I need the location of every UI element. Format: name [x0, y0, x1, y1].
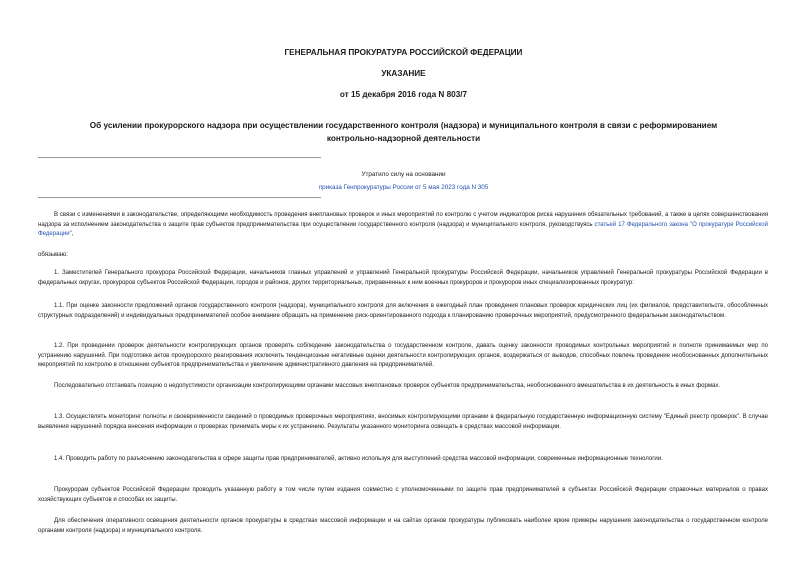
document-title	[60, 119, 747, 145]
paragraph-prosecutors: Прокурорам субъектов Российской Федерации проводить указанную работу в том числе путем издания совместно с уполномоченными по защите прав предпринимателей в субъектах Российской Федерации справочных материалов о правах хозяйствующих субъектов и способах их защиты.	[38, 487, 768, 503]
intro-paragraph	[38, 211, 768, 240]
paragraph-defend-position: Последовательно отстаивать позицию о недопустимости организации контролирующими органами массовых внеплановых проверок субъектов предпринимательства, необоснованного вмешательства в их деятельность в иных формах.	[54, 383, 721, 389]
status-note-text: Утратило силу на основании	[361, 171, 446, 178]
intro-text: В связи с изменениями в законодательстве, определяющими необходимость проведения внеплановых проверок и иных мероприятий по контролю с учетом индикаторов риска нарушения обязательных требований, а также в целях совершенствования надзора за исполнением законодательства о защите прав субъектов предпринимательства при осуществлении государственного контроля (надзора) и муниципального контроля, руководствуясь	[38, 212, 768, 228]
obligate-paragraph: обязываю:	[38, 252, 68, 258]
paragraph-media-coverage: Для обеспечения оперативного освещения деятельности органов прокуратуры в средствах массовой информации и на сайтах органов прокуратуры публиковать наиболее яркие примеры нарушения законодательства о государственном контроле органами контроля (надзора) и муниципального контроля.	[38, 518, 768, 534]
paragraph-1-1: 1.1. При оценке законности предложений органов государственного контроля (надзора), муниципального контроля для включения в ежегодный план проведения плановых проверок юридических лиц (их филиалов, представительств, обособленных структурных подразделений) и индивидуальных предпринимателей особое внимание обращать на применение риск-ориентированного подхода к планированию проверочных мероприятий, предусмотренного федеральным законодательством.	[38, 303, 768, 319]
repeal-order-link[interactable]: приказа Генпрокуратуры России от 5 мая 2023 года N 305	[318, 184, 489, 191]
divider-bottom	[38, 197, 321, 198]
paragraph-1-3: 1.3. Осуществлять мониторинг полноты и своевременности сведений о проводимых проверочных мероприятиях, вносимых контролирующими органами в федеральную государственную информационную систему "Единый реестр проверок". В случае выявления нарушений порядка внесения информации о проверках принимать меры к их устранению. Результаты указанного мониторинга освещать в средствах массовой информации.	[38, 414, 768, 430]
intro-end: ,	[71, 231, 74, 238]
paragraph-1-2: 1.2. При проведении проверок деятельности контролирующих органов проверять соблюдение законодательства о государственном контроле, давать оценку законности проводимых контрольных мероприятий и полноте принимаемых мер по устранению нарушений. При подготовке актов прокурорского реагирования исключить тенденциозные негативные оценки деятельности контролирующих органов, воздержаться от выводов, способных повлечь проведение необоснованных дополнительных мероприятий по контролю в отношении субъектов предпринимательства и увеличение административного давления на предпринимателей.	[38, 343, 768, 369]
divider-top	[38, 157, 321, 158]
document-title-line-1: Об усилении прокурорского надзора при осуществлении государственного контроля (надзора) и муниципального контроля в связи с реформированием	[89, 121, 718, 130]
paragraph-1-4: 1.4. Проводить работу по разъяснению законодательства в сфере защиты прав предпринимателей, активно используя для выступлений средства массовой информации, современные информационные технологии.	[54, 456, 663, 462]
status-note	[120, 168, 687, 194]
document-date-number: от 15 декабря 2016 года N 803/7	[339, 90, 468, 99]
document-title-line-2: контрольно-надзорной деятельности	[326, 134, 481, 143]
agency-heading: ГЕНЕРАЛЬНАЯ ПРОКУРАТУРА РОССИЙСКОЙ ФЕДЕРАЦИИ	[284, 48, 523, 57]
law-article-link[interactable]: статьей 17 Федерального закона "О прокуратуре Российской Федерации"	[38, 221, 768, 238]
document-type: УКАЗАНИЕ	[381, 69, 426, 78]
paragraph-1: 1. Заместителей Генерального прокурора Российской Федерации, начальников главных управлений и управлений Генеральной прокуратуры Российской Федерации, начальников управлений Генеральной прокуратуры Российской Федерации в федеральных округах, прокуроров субъектов Российской Федерации, городов и районов, других территориальных, приравненных к ним военных прокуроров и прокуроров иных специализированных прокуратур:	[38, 270, 768, 286]
